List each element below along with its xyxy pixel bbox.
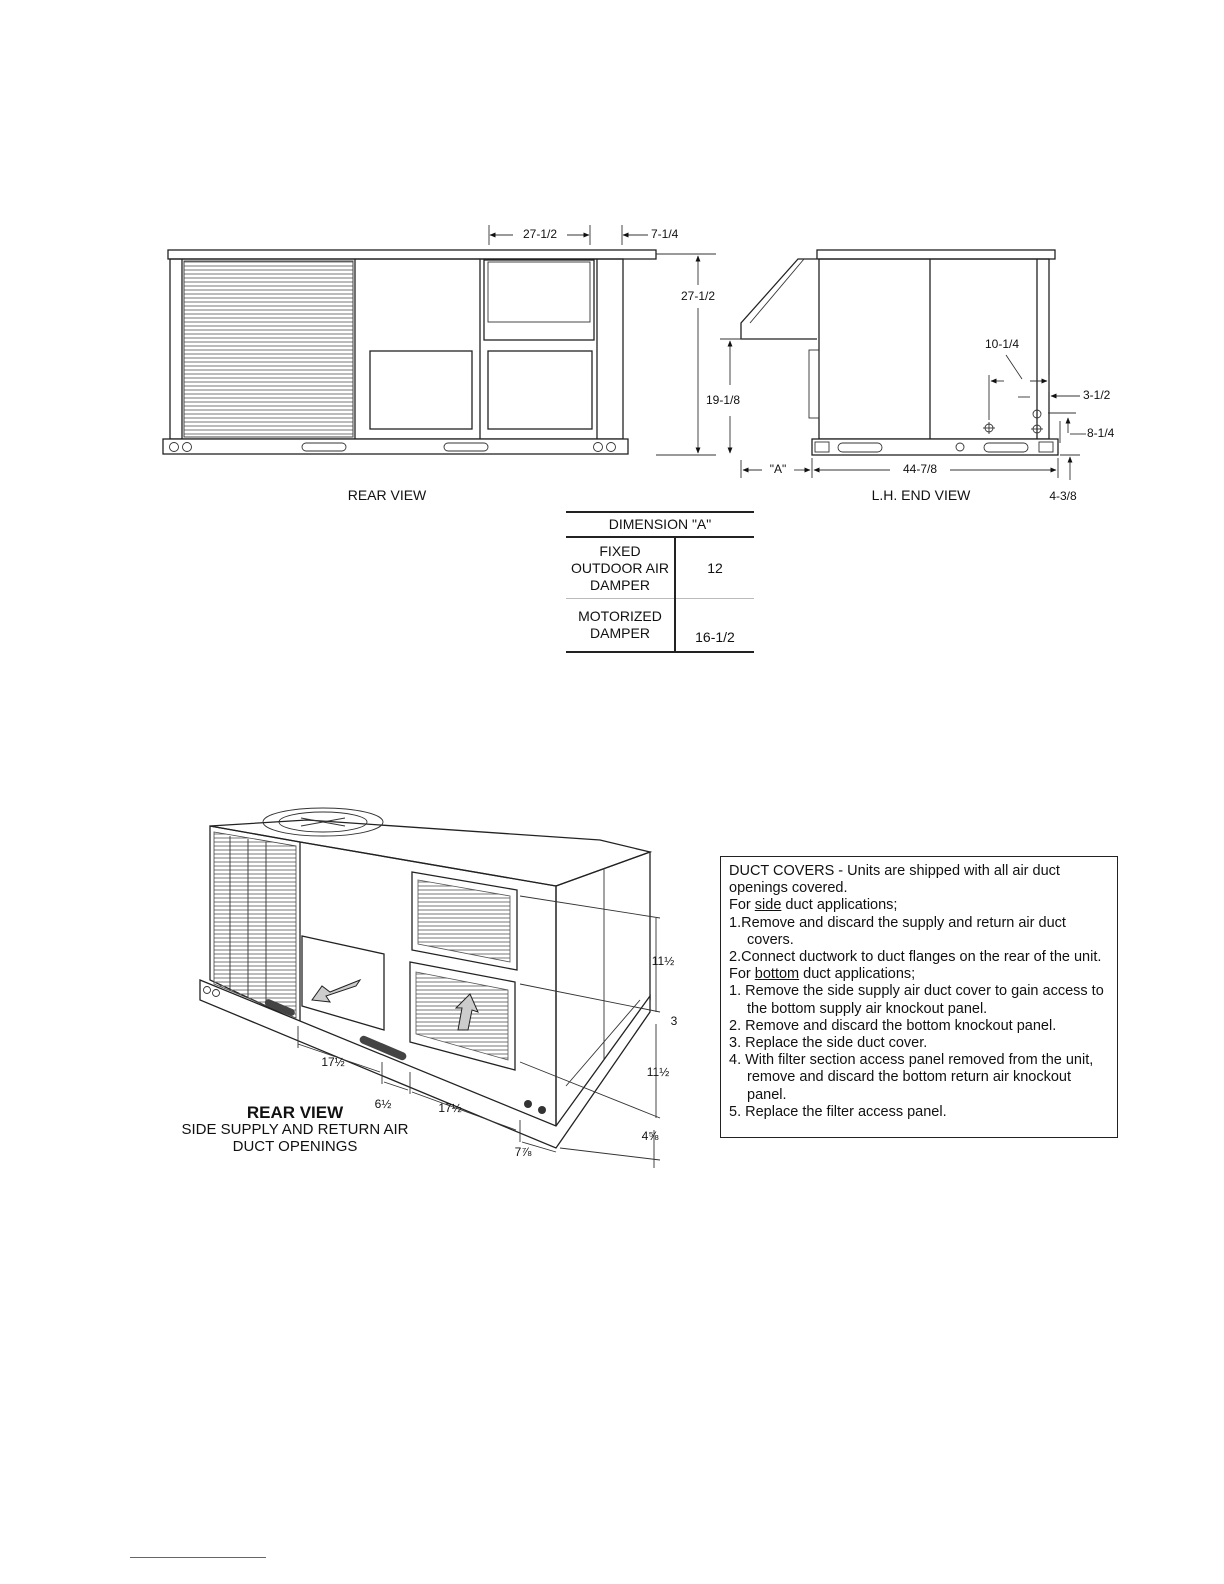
side-step-2: 2.Connect ductwork to duct flanges on the rear of the unit. [729, 949, 1102, 966]
dim-end-offset-10: 10-1/4 [984, 337, 1020, 352]
duct-covers-intro: DUCT COVERS - Units are shipped with all air duct openings covered. [729, 863, 1060, 897]
dim-rear-right: 7-1/4 [651, 227, 679, 242]
table-row [566, 599, 754, 653]
dim-a: "A" [769, 462, 787, 477]
bottom-step-2: 2. Remove and discard the bottom knockout panel. [729, 1017, 1057, 1034]
dim-end-offset-3: 3-1/2 [1083, 388, 1111, 403]
side-heading: For side duct applications; [729, 897, 898, 914]
rear-3d-caption [170, 1104, 420, 1155]
rear-3d-subtitle-1: SIDE SUPPLY AND RETURN AIR [181, 1121, 409, 1138]
dim-3d-edge: 7⅞ [514, 1145, 532, 1159]
dim-3d-lower: 11½ [646, 1065, 670, 1079]
dim-end-height: 27-1/2 [680, 289, 716, 304]
side-step-1: 1.Remove and discard the supply and return air duct covers. [729, 914, 1066, 948]
dim-3d-base: 4⅝ [641, 1129, 659, 1143]
dim-end-base: 4-3/8 [1049, 489, 1077, 504]
dim-3d-gap: 3 [670, 1014, 678, 1028]
dim-3d-upper: 11½ [651, 954, 675, 968]
bottom-step-1: 1. Remove the side supply air duct cover to gain access to the bottom supply air knockout panel. [729, 983, 1104, 1017]
rear-3d-subtitle-2: DUCT OPENINGS [232, 1138, 358, 1155]
dim-3d-return: 17½ [438, 1101, 462, 1115]
row-label: MOTORIZED DAMPER [566, 599, 675, 653]
row-label: FIXED OUTDOOR AIR DAMPER [566, 537, 675, 599]
dim-end-duct-height: 19-1/8 [705, 393, 741, 408]
end-view-dimensions [656, 254, 1115, 503]
rear-view-caption: REAR VIEW [347, 487, 427, 503]
bottom-step-3: 3. Replace the side duct cover. [729, 1035, 928, 1052]
row-value: 12 [675, 537, 754, 599]
dim-end-offset-8: 8-1/4 [1087, 426, 1115, 441]
bottom-heading: For bottom duct applications; [729, 966, 916, 983]
rear-view-drawing [163, 250, 656, 454]
table-row [566, 537, 754, 599]
end-view-caption: L.H. END VIEW [871, 487, 971, 503]
dimension-a-table [566, 511, 754, 653]
footer-rule [130, 1557, 266, 1558]
dim-3d-supply: 17½ [321, 1055, 345, 1069]
duct-covers-note [720, 856, 1118, 1138]
bottom-step-4: 4. With filter section access panel removed from the unit, remove and discard the bottom return air knockout panel. [729, 1052, 1094, 1103]
dim-rear-width: 27-1/2 [522, 227, 558, 242]
dim-end-length: 44-7/8 [902, 462, 938, 477]
dimension-a-header: DIMENSION "A" [566, 512, 754, 537]
rear-3d-title: REAR VIEW [246, 1103, 344, 1122]
rear-view-dimensions [348, 225, 679, 503]
row-value: 16-1/2 [675, 599, 754, 653]
bottom-step-5: 5. Replace the filter access panel. [729, 1103, 947, 1120]
dim-3d-between: 6½ [374, 1097, 392, 1111]
end-view-drawing [741, 250, 1058, 455]
